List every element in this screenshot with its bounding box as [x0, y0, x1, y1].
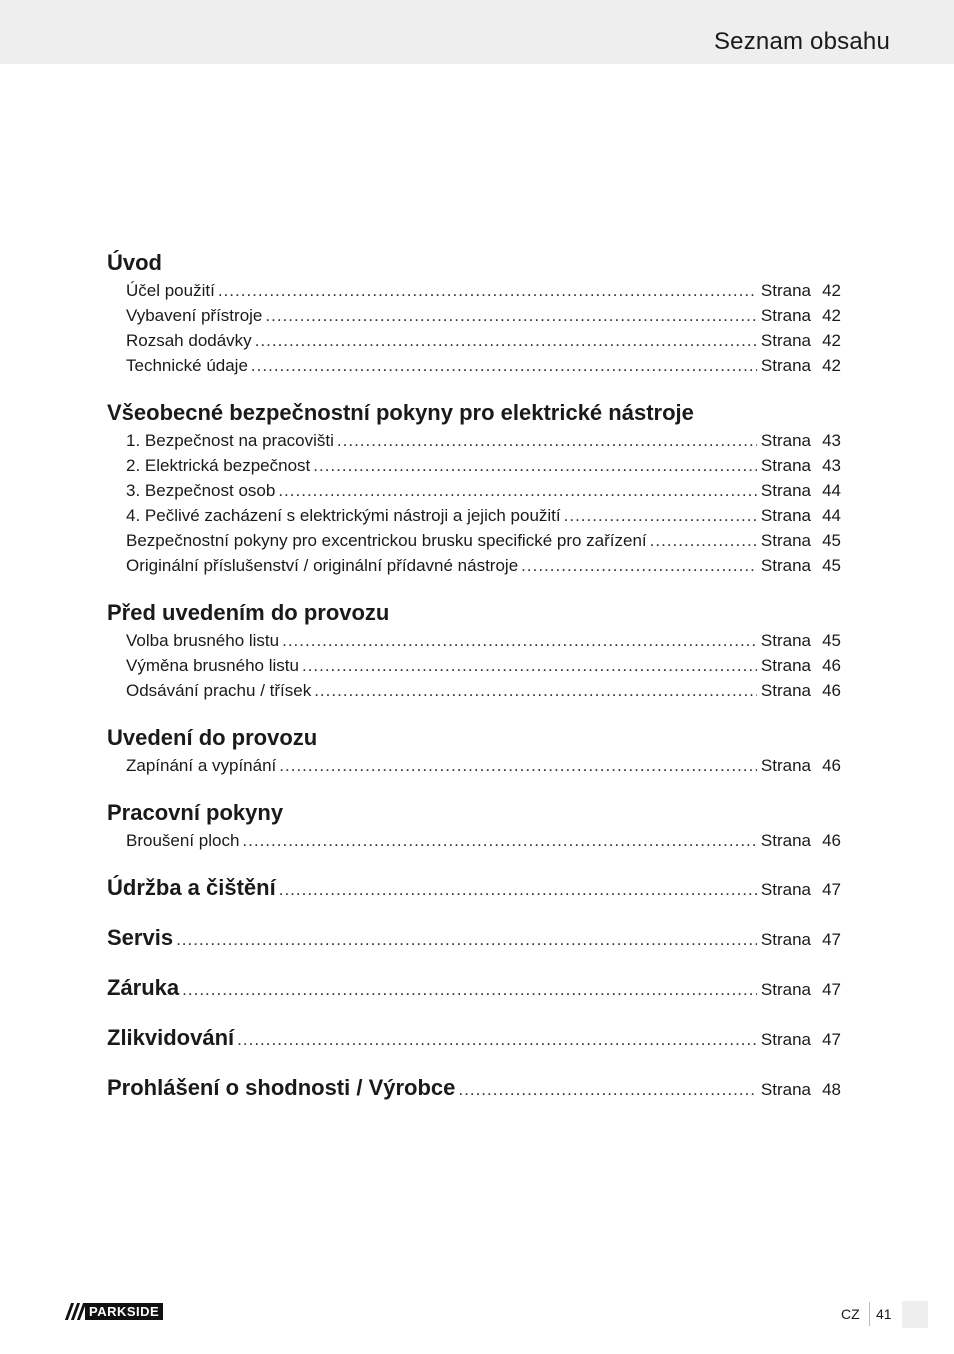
page-label: Strana: [760, 880, 811, 899]
entry-page: [761, 528, 841, 553]
parkside-logo: [65, 1303, 163, 1320]
page-num: 46: [822, 656, 841, 675]
page-num: 42: [822, 356, 841, 375]
page-label: Strana: [760, 656, 811, 675]
section-title: Před uvedením do provozu: [107, 600, 390, 625]
dot-leader: [302, 653, 757, 678]
toc-entry[interactable]: [126, 678, 841, 703]
language-code: CZ: [841, 1306, 860, 1322]
entry-label: 2. Elektrická bezpečnost: [126, 456, 311, 475]
page-num: 44: [822, 481, 841, 500]
entry-label: Účel použití: [126, 281, 215, 300]
entry-page: [761, 925, 841, 955]
entry-page: [761, 753, 841, 778]
entry-label: Rozsah dodávky: [126, 331, 252, 350]
toc-entry[interactable]: [126, 628, 841, 653]
page-num: 48: [822, 1080, 841, 1099]
toc-entry[interactable]: [126, 753, 841, 778]
page-label: Strana: [760, 556, 811, 575]
toc-entry[interactable]: [126, 353, 841, 378]
entry-page: [761, 975, 841, 1005]
entry-label: 1. Bezpečnost na pracovišti: [126, 431, 334, 450]
page-label: Strana: [760, 1030, 811, 1049]
main-entry-label: Záruka: [107, 975, 180, 1000]
entry-label: 3. Bezpečnost osob: [126, 481, 276, 500]
dot-leader: [521, 553, 757, 578]
main-entry-label: Zlikvidování: [107, 1025, 235, 1050]
page-label: Strana: [760, 431, 811, 450]
entry-label: Volba brusného listu: [126, 631, 280, 650]
entry-page: [761, 875, 841, 905]
section-title: Úvod: [107, 250, 162, 275]
page-label: Strana: [760, 331, 811, 350]
dot-leader: [313, 453, 757, 478]
toc-entry[interactable]: [126, 828, 841, 853]
toc-entry[interactable]: [126, 653, 841, 678]
page-num: 43: [822, 431, 841, 450]
entry-page: [761, 828, 841, 853]
dot-leader: [458, 1075, 757, 1105]
entry-page: [761, 353, 841, 378]
entry-page: [761, 453, 841, 478]
entry-label: Bezpečnostní pokyny pro excentrickou brusku specifické pro zařízení: [126, 531, 647, 550]
toc-section: [107, 798, 841, 853]
toc-main-entries: [107, 873, 841, 1103]
page-num: 42: [822, 306, 841, 325]
toc-entry[interactable]: [126, 428, 841, 453]
entry-label: Odsávání prachu / třísek: [126, 681, 312, 700]
dot-leader: [282, 628, 757, 653]
section-entries: [107, 828, 841, 853]
page-num: 46: [822, 831, 841, 850]
toc-main-entry[interactable]: [107, 973, 841, 1003]
entry-label: Technické údaje: [126, 356, 248, 375]
page-num: 42: [822, 331, 841, 350]
entry-page: [761, 503, 841, 528]
page-label: Strana: [760, 930, 811, 949]
page-title: Seznam obsahu: [713, 28, 890, 55]
toc-entry[interactable]: [126, 553, 841, 578]
toc-section: [107, 598, 841, 703]
entry-page: [761, 1025, 841, 1055]
toc-entry[interactable]: [126, 478, 841, 503]
dot-leader: [650, 528, 757, 553]
page-label: Strana: [760, 481, 811, 500]
entry-label: Výměna brusného listu: [126, 656, 299, 675]
toc-main-entry[interactable]: [107, 1073, 841, 1103]
entry-label: Broušení ploch: [126, 831, 240, 850]
section-entries: [107, 753, 841, 778]
entry-page: [761, 278, 841, 303]
dot-leader: [176, 925, 757, 955]
entry-page: [761, 478, 841, 503]
page-label: Strana: [760, 356, 811, 375]
entry-label: Zapínání a vypínání: [126, 756, 277, 775]
page-num: 42: [822, 281, 841, 300]
entry-page: [761, 653, 841, 678]
entry-page: [761, 678, 841, 703]
toc-section: [107, 723, 841, 778]
footer-divider: [869, 1302, 870, 1326]
toc-entry[interactable]: [126, 503, 841, 528]
toc-entry[interactable]: [126, 328, 841, 353]
dot-leader: [279, 753, 757, 778]
page-num: 46: [822, 756, 841, 775]
section-title: Všeobecné bezpečnostní pokyny pro elektrické nástroje: [107, 400, 694, 425]
entry-page: [761, 428, 841, 453]
dot-leader: [237, 1025, 757, 1055]
dot-leader: [278, 478, 757, 503]
entry-page: [761, 328, 841, 353]
footer-tab: [902, 1301, 928, 1328]
table-of-contents: [107, 248, 841, 1123]
page-label: Strana: [760, 281, 811, 300]
page-number: 41: [876, 1306, 892, 1322]
logo-text: PARKSIDE: [85, 1303, 163, 1320]
toc-main-entry[interactable]: [107, 1023, 841, 1053]
toc-entry[interactable]: [126, 453, 841, 478]
entry-page: [761, 1075, 841, 1105]
page-label: Strana: [760, 306, 811, 325]
section-title: Pracovní pokyny: [107, 800, 284, 825]
toc-section: [107, 248, 841, 378]
dot-leader: [218, 278, 757, 303]
entry-page: [761, 628, 841, 653]
dot-leader: [279, 875, 757, 905]
page-num: 45: [822, 531, 841, 550]
page-label: Strana: [760, 631, 811, 650]
dot-leader: [314, 678, 757, 703]
main-entry-label: Údržba a čištění: [107, 875, 276, 900]
page-num: 44: [822, 506, 841, 525]
main-entry-label: Servis: [107, 925, 174, 950]
section-entries: [107, 428, 841, 578]
dot-leader: [251, 353, 757, 378]
dot-leader: [242, 828, 757, 853]
toc-entry[interactable]: [126, 303, 841, 328]
section-title: Uvedení do provozu: [107, 725, 318, 750]
page-num: 46: [822, 681, 841, 700]
dot-leader: [337, 428, 757, 453]
dot-leader: [255, 328, 757, 353]
toc-main-entry[interactable]: [107, 923, 841, 953]
section-entries: [107, 628, 841, 703]
entry-label: Vybavení přístroje: [126, 306, 263, 325]
toc-section: [107, 398, 841, 578]
entry-page: [761, 303, 841, 328]
dot-leader: [564, 503, 757, 528]
entry-label: 4. Pečlivé zacházení s elektrickými nástroji a jejich použití: [126, 506, 561, 525]
main-entry-label: Prohlášení o shodnosti / Výrobce: [107, 1075, 456, 1100]
page-num: 47: [822, 980, 841, 999]
toc-main-entry[interactable]: [107, 873, 841, 903]
page-label: Strana: [760, 980, 811, 999]
page-label: Strana: [760, 1080, 811, 1099]
toc-entry[interactable]: [126, 278, 841, 303]
section-entries: [107, 278, 841, 378]
page-num: 45: [822, 556, 841, 575]
page-label: Strana: [760, 831, 811, 850]
page-num: 47: [822, 880, 841, 899]
toc-entry[interactable]: [126, 528, 841, 553]
page-label: Strana: [760, 531, 811, 550]
page-num: 47: [822, 1030, 841, 1049]
entry-label: Originální příslušenství / originální přídavné nástroje: [126, 556, 519, 575]
page-num: 45: [822, 631, 841, 650]
page-label: Strana: [760, 506, 811, 525]
dot-leader: [182, 975, 757, 1005]
page-label: Strana: [760, 756, 811, 775]
page-label: Strana: [760, 456, 811, 475]
logo-stripes-icon: [65, 1303, 85, 1320]
dot-leader: [265, 303, 757, 328]
toc-sections: [107, 248, 841, 853]
entry-page: [761, 553, 841, 578]
page-num: 43: [822, 456, 841, 475]
page-num: 47: [822, 930, 841, 949]
page-label: Strana: [760, 681, 811, 700]
